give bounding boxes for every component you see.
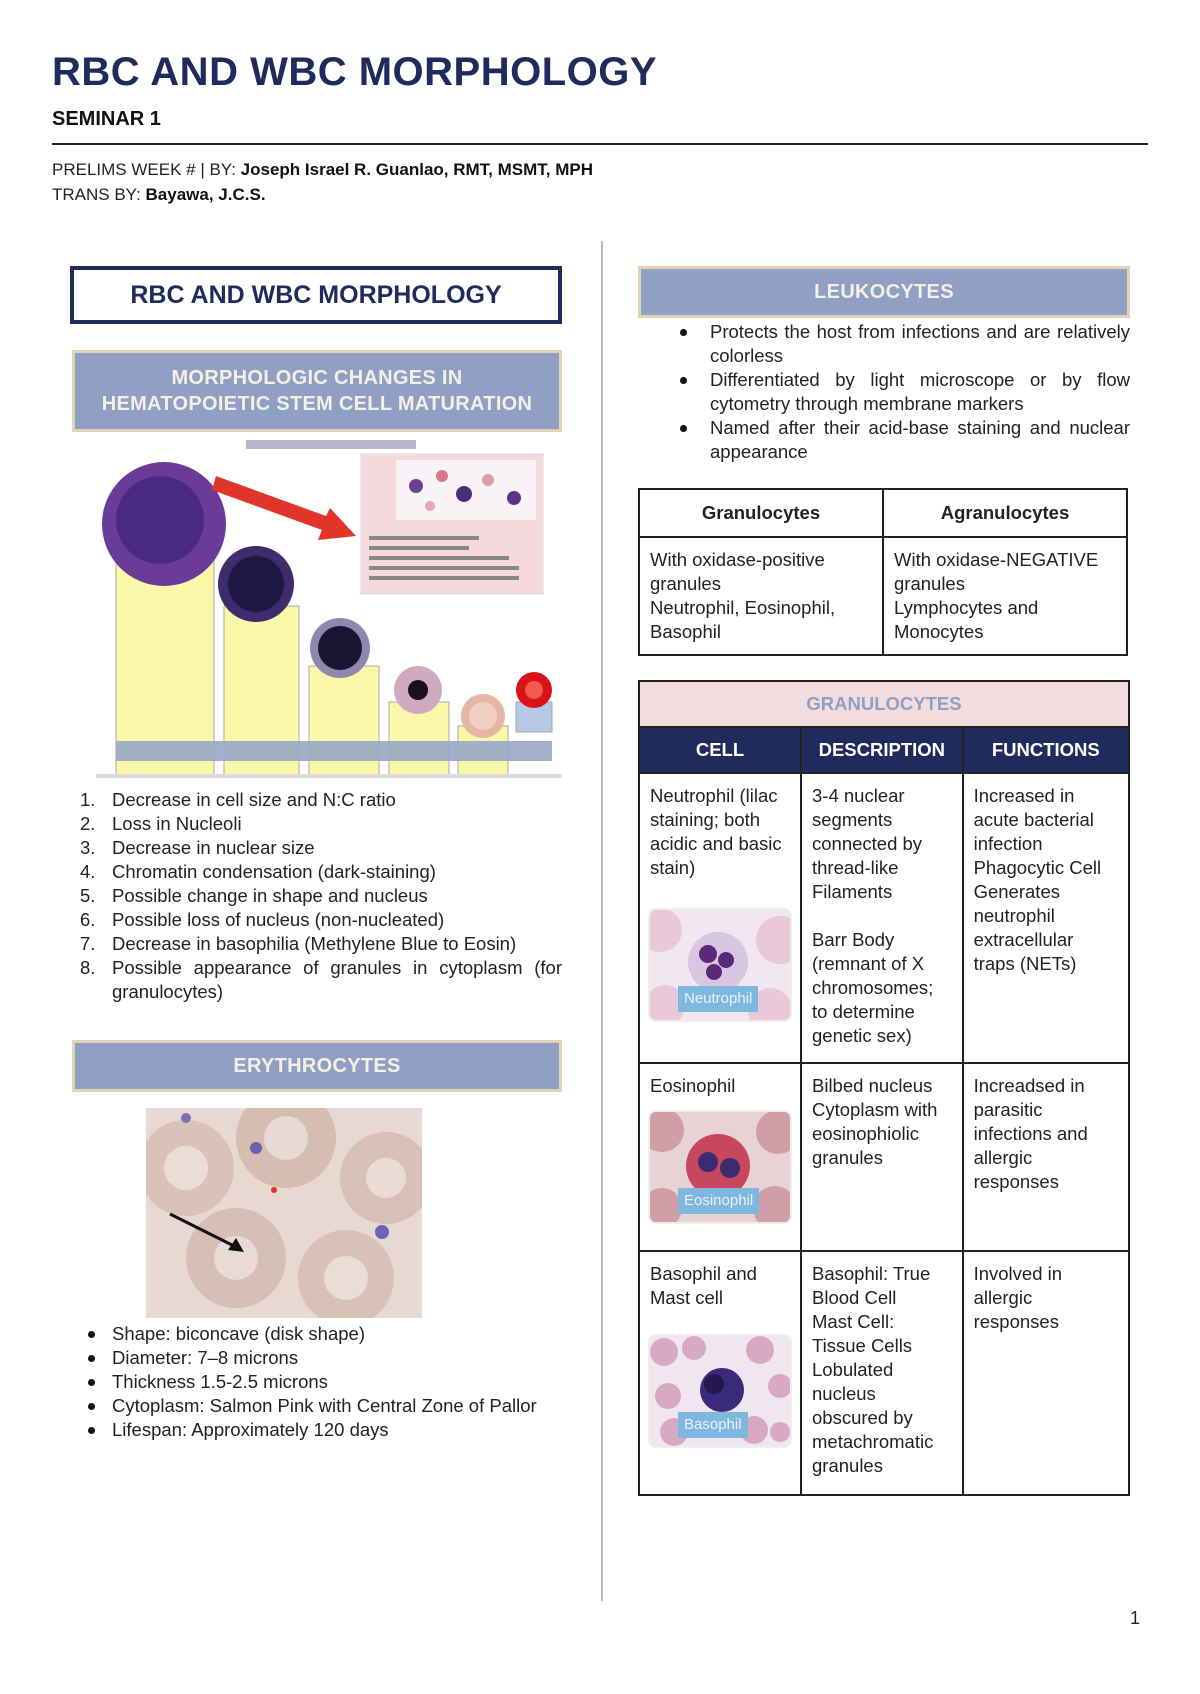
list-item: 6. Possible loss of nucleus (non-nucleated) [80,909,445,930]
header-divider [52,143,1148,145]
erythrocytes-list [72,1322,562,1442]
section-title-box: RBC AND WBC MORPHOLOGY [70,266,562,324]
column-header-description: DESCRIPTION [801,727,963,773]
list-item: Lifespan: Approximately 120 days [72,1418,562,1442]
morph-banner-line2: HEMATOPOIETIC STEM CELL MATURATION [101,393,533,415]
figure-header-strip [246,440,416,449]
column-header-functions: FUNCTIONS [963,727,1129,773]
platelet [375,1225,389,1239]
platelet [181,1113,191,1123]
basophil-image [650,1336,790,1446]
list-item: 3. Decrease in nuclear size [80,837,315,858]
granulocytes-header: Granulocytes [639,489,883,537]
erythrocyte-smear-image [146,1108,422,1318]
list-item: 8. Possible appearance of granules in cytoplasm (for granulocytes) [80,957,562,1002]
neutrophil-functions: Increased in acute bacterial infection Phagocytic Cell Generates neutrophil extracellular traps (NETs) [963,773,1129,1063]
eosinophil-cell: Eosinophil Eosinophil [639,1063,801,1251]
list-item: Diameter: 7–8 microns [72,1346,562,1370]
basophil-functions: Involved in allergic responses [963,1251,1129,1495]
eosinophil-image-label: Eosinophil [678,1188,759,1214]
morphologic-changes-list [72,788,562,1004]
document-title: RBC AND WBC MORPHOLOGY [52,50,658,94]
granulocytes-cell: With oxidase-positive granules Neutrophil, Eosinophil, Basophil [639,537,883,655]
granulocytes-table [638,680,1130,1496]
basophil-image-label: Basophil [678,1412,748,1438]
neutrophil-image [650,910,790,1020]
table-row [639,773,1129,1063]
meta-author-line [52,160,593,180]
eosinophil-functions: Increadsed in parasitic infections and allergic responses [963,1063,1129,1251]
neutrophil-cell: Neutrophil (lilac staining; both acidic and basic stain) Neutrophil [639,773,801,1063]
basophil-cell: Basophil and Mast cell Basophil [639,1251,801,1495]
granulocytes-table-caption: GRANULOCYTES [639,681,1129,727]
agranulocytes-header: Agranulocytes [883,489,1127,537]
basophil-description: Basophil: True Blood Cell Mast Cell: Tissue Cells Lobulated nucleus obscured by metachromatic granules [801,1251,963,1495]
column-header-cell: CELL [639,727,801,773]
meta-trans-prefix: TRANS BY: [52,185,146,204]
table-row [639,1063,1129,1251]
platelet [250,1142,262,1154]
meta-trans-line [52,185,266,205]
list-item: Cytoplasm: Salmon Pink with Central Zone of Pallor [72,1394,562,1418]
list-item: 2. Loss in Nucleoli [80,813,242,834]
morph-banner-line1: MORPHOLOGIC CHANGES IN [171,367,463,389]
erythrocytes-banner: ERYTHROCYTES [72,1040,562,1092]
morphologic-changes-banner [72,350,562,432]
list-item: Named after their acid-base staining and nuclear appearance [638,416,1130,464]
meta-author-name: Joseph Israel R. Guanlao, RMT, MSMT, MPH [240,160,593,179]
list-item: 1. Decrease in cell size and N:C ratio [80,789,396,810]
eosinophil-description: Bilbed nucleus Cytoplasm with eosinophiolic granules [801,1063,963,1251]
list-item: Differentiated by light microscope or by flow cytometry through membrane markers [638,368,1130,416]
page-number: 1 [1129,1608,1140,1628]
list-item: 7. Decrease in basophilia (Methylene Blue to Eosin) [80,933,517,954]
neutrophil-image-label: Neutrophil [678,986,758,1012]
leukocytes-banner: LEUKOCYTES [638,266,1130,318]
list-item: Shape: biconcave (disk shape) [72,1322,562,1346]
table-row [639,1251,1129,1495]
agranulocytes-cell: With oxidase-NEGATIVE granules Lymphocytes and Monocytes [883,537,1127,655]
neutrophil-description: 3-4 nuclear segments connected by thread-like Filaments Barr Body (remnant of X chromosomes; to determine genetic sex) [801,773,963,1063]
meta-author-prefix: PRELIMS WEEK # | BY: [52,160,241,179]
eosinophil-image [650,1112,790,1222]
document-subtitle: SEMINAR 1 [52,108,161,130]
leukocytes-list [638,320,1130,464]
list-item: 4. Chromatin condensation (dark-staining) [80,861,436,882]
list-item: 5. Possible change in shape and nucleus [80,885,428,906]
meta-trans-name: Bayawa, J.C.S. [145,185,266,204]
list-item: Thickness 1.5-2.5 microns [72,1370,562,1394]
column-divider [601,241,603,1601]
maturation-figure [96,436,562,782]
list-item: Protects the host from infections and are relatively colorless [638,320,1130,368]
granulocyte-agranulocyte-table [638,488,1128,656]
